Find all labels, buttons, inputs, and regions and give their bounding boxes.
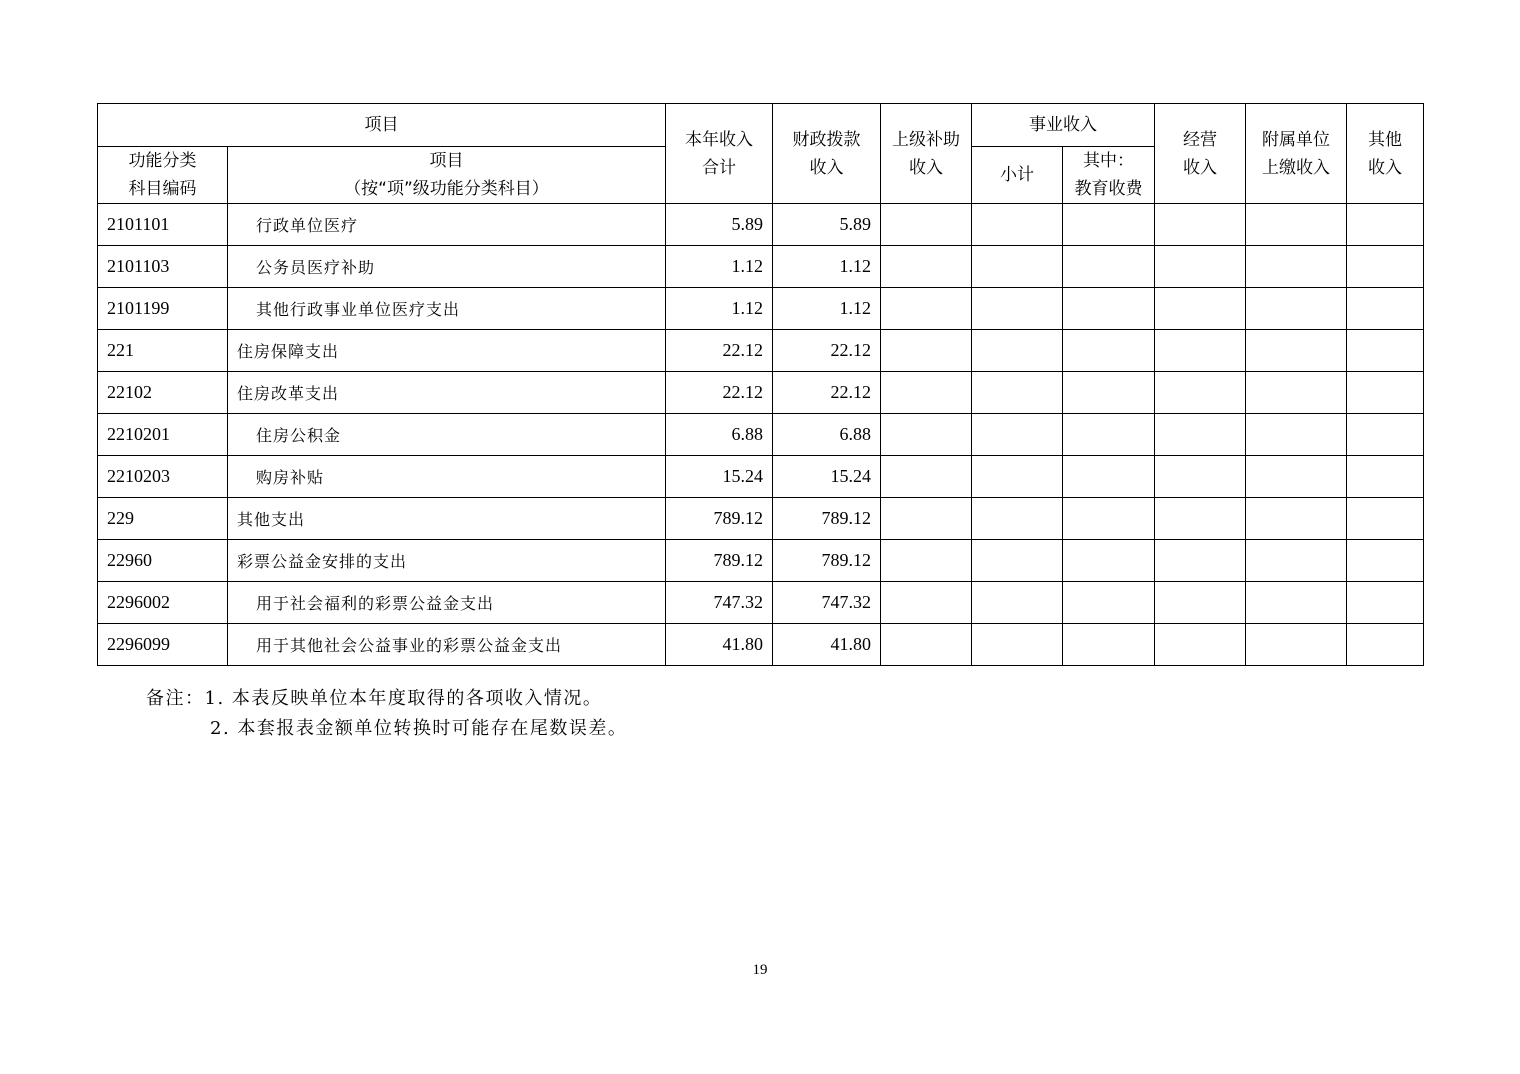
empty-cell — [1347, 414, 1424, 456]
table-row — [98, 330, 1424, 372]
row-name: 公务员医疗补助 — [228, 246, 666, 288]
row-fiscal: 5.89 — [773, 204, 881, 246]
note-line-1: 备注：1. 本表反映单位本年度取得的各项收入情况。 — [146, 688, 603, 709]
empty-cell — [881, 624, 972, 666]
row-code: 2101101 — [98, 204, 228, 246]
note-line-2: 2. 本套报表金额单位转换时可能存在尾数误差。 — [210, 718, 628, 739]
empty-cell — [972, 498, 1063, 540]
empty-cell — [881, 246, 972, 288]
empty-cell — [1246, 582, 1347, 624]
other-income-header: 其他 收入 — [1347, 104, 1424, 204]
empty-cell — [1246, 540, 1347, 582]
education-fee-header: 其中： 教育收费 — [1063, 147, 1155, 204]
empty-cell — [1155, 456, 1246, 498]
row-code: 22102 — [98, 372, 228, 414]
empty-cell — [1063, 330, 1155, 372]
row-total: 22.12 — [666, 372, 773, 414]
empty-cell — [1347, 582, 1424, 624]
row-code: 221 — [98, 330, 228, 372]
total-income-header: 本年收入 合计 — [666, 104, 773, 204]
empty-cell — [972, 456, 1063, 498]
empty-cell — [1063, 624, 1155, 666]
empty-cell — [1063, 204, 1155, 246]
empty-cell — [1155, 372, 1246, 414]
row-fiscal: 6.88 — [773, 414, 881, 456]
row-name: 住房保障支出 — [228, 330, 666, 372]
empty-cell — [1347, 456, 1424, 498]
empty-cell — [1155, 498, 1246, 540]
empty-cell — [1246, 414, 1347, 456]
table-row — [98, 624, 1424, 666]
row-total: 22.12 — [666, 330, 773, 372]
empty-cell — [881, 288, 972, 330]
name-header: 项目 （按“项”级功能分类科目） — [228, 147, 666, 204]
row-code: 2210201 — [98, 414, 228, 456]
empty-cell — [1063, 540, 1155, 582]
empty-cell — [1246, 204, 1347, 246]
row-total: 15.24 — [666, 456, 773, 498]
empty-cell — [1246, 288, 1347, 330]
affiliated-income-header: 附属单位 上缴收入 — [1246, 104, 1347, 204]
row-fiscal: 41.80 — [773, 624, 881, 666]
row-fiscal: 22.12 — [773, 372, 881, 414]
empty-cell — [1155, 582, 1246, 624]
empty-cell — [1246, 624, 1347, 666]
empty-cell — [1063, 246, 1155, 288]
empty-cell — [1347, 540, 1424, 582]
row-code: 2101103 — [98, 246, 228, 288]
empty-cell — [1155, 246, 1246, 288]
row-total: 789.12 — [666, 540, 773, 582]
empty-cell — [972, 624, 1063, 666]
empty-cell — [972, 540, 1063, 582]
empty-cell — [881, 372, 972, 414]
row-fiscal: 15.24 — [773, 456, 881, 498]
empty-cell — [1155, 288, 1246, 330]
empty-cell — [881, 582, 972, 624]
row-total: 1.12 — [666, 288, 773, 330]
row-fiscal: 1.12 — [773, 246, 881, 288]
empty-cell — [1347, 246, 1424, 288]
empty-cell — [972, 330, 1063, 372]
row-code: 2296002 — [98, 582, 228, 624]
empty-cell — [1347, 330, 1424, 372]
subtotal-header: 小计 — [972, 147, 1063, 204]
row-code: 22960 — [98, 540, 228, 582]
empty-cell — [881, 498, 972, 540]
empty-cell — [1347, 372, 1424, 414]
row-name: 彩票公益金安排的支出 — [228, 540, 666, 582]
empty-cell — [881, 456, 972, 498]
empty-cell — [1063, 288, 1155, 330]
page-number: 19 — [752, 962, 768, 978]
operating-income-header: 经营 收入 — [1155, 104, 1246, 204]
table-row — [98, 204, 1424, 246]
empty-cell — [1063, 498, 1155, 540]
empty-cell — [972, 288, 1063, 330]
empty-cell — [1155, 540, 1246, 582]
row-total: 5.89 — [666, 204, 773, 246]
empty-cell — [972, 204, 1063, 246]
empty-cell — [1347, 498, 1424, 540]
row-name: 住房公积金 — [228, 414, 666, 456]
row-fiscal: 789.12 — [773, 498, 881, 540]
empty-cell — [972, 246, 1063, 288]
table-header — [98, 104, 1424, 204]
empty-cell — [1155, 624, 1246, 666]
row-name: 其他行政事业单位医疗支出 — [228, 288, 666, 330]
row-fiscal: 789.12 — [773, 540, 881, 582]
row-total: 41.80 — [666, 624, 773, 666]
row-name: 用于其他社会公益事业的彩票公益金支出 — [228, 624, 666, 666]
row-fiscal: 22.12 — [773, 330, 881, 372]
empty-cell — [1063, 372, 1155, 414]
row-code: 2101199 — [98, 288, 228, 330]
table-row — [98, 246, 1424, 288]
row-total: 747.32 — [666, 582, 773, 624]
empty-cell — [1063, 456, 1155, 498]
row-code: 2296099 — [98, 624, 228, 666]
row-total: 6.88 — [666, 414, 773, 456]
row-name: 住房改革支出 — [228, 372, 666, 414]
row-name: 购房补贴 — [228, 456, 666, 498]
table-row — [98, 540, 1424, 582]
empty-cell — [1155, 204, 1246, 246]
empty-cell — [1347, 624, 1424, 666]
empty-cell — [1347, 288, 1424, 330]
code-header: 功能分类 科目编码 — [98, 147, 228, 204]
empty-cell — [1246, 246, 1347, 288]
table-row — [98, 372, 1424, 414]
empty-cell — [1347, 204, 1424, 246]
empty-cell — [1246, 498, 1347, 540]
empty-cell — [881, 204, 972, 246]
empty-cell — [1063, 414, 1155, 456]
empty-cell — [1246, 330, 1347, 372]
empty-cell — [1246, 456, 1347, 498]
empty-cell — [972, 582, 1063, 624]
empty-cell — [881, 330, 972, 372]
row-fiscal: 747.32 — [773, 582, 881, 624]
row-name: 行政单位医疗 — [228, 204, 666, 246]
empty-cell — [881, 540, 972, 582]
empty-cell — [881, 414, 972, 456]
table-row — [98, 498, 1424, 540]
empty-cell — [1155, 414, 1246, 456]
empty-cell — [1063, 582, 1155, 624]
row-code: 229 — [98, 498, 228, 540]
income-table — [97, 103, 1424, 666]
table-row — [98, 456, 1424, 498]
row-code: 2210203 — [98, 456, 228, 498]
table-body — [98, 204, 1424, 666]
row-fiscal: 1.12 — [773, 288, 881, 330]
row-name: 其他支出 — [228, 498, 666, 540]
row-name: 用于社会福利的彩票公益金支出 — [228, 582, 666, 624]
notes — [146, 684, 627, 744]
table-row — [98, 288, 1424, 330]
item-header: 项目 — [98, 104, 666, 147]
empty-cell — [972, 372, 1063, 414]
fiscal-appropriation-header: 财政拨款 收入 — [773, 104, 881, 204]
business-income-header: 事业收入 — [972, 104, 1155, 147]
row-total: 1.12 — [666, 246, 773, 288]
table-row — [98, 582, 1424, 624]
superior-subsidy-header: 上级补助 收入 — [881, 104, 972, 204]
empty-cell — [972, 414, 1063, 456]
table-row — [98, 414, 1424, 456]
empty-cell — [1155, 330, 1246, 372]
row-total: 789.12 — [666, 498, 773, 540]
empty-cell — [1246, 372, 1347, 414]
